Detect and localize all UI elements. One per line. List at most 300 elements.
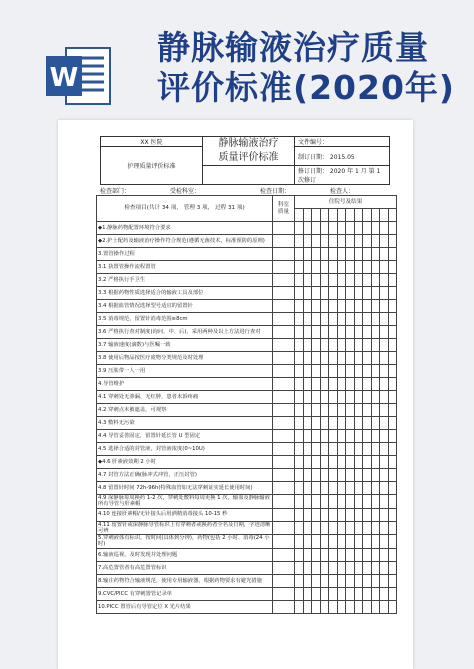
dept-quality-cell[interactable] xyxy=(273,326,295,339)
result-cell[interactable] xyxy=(354,235,363,248)
result-cell[interactable] xyxy=(354,287,363,300)
result-cell[interactable] xyxy=(320,313,329,326)
result-cell[interactable] xyxy=(354,365,363,378)
result-cell[interactable] xyxy=(388,287,397,300)
result-cell[interactable] xyxy=(346,600,355,613)
dept-quality-cell[interactable] xyxy=(273,521,295,535)
result-cell[interactable] xyxy=(354,352,363,365)
result-cell[interactable] xyxy=(371,495,380,509)
result-cell[interactable] xyxy=(380,222,389,235)
result-cell[interactable] xyxy=(363,561,372,574)
result-cell[interactable] xyxy=(354,222,363,235)
result-cell[interactable] xyxy=(388,430,397,443)
result-cell[interactable] xyxy=(346,352,355,365)
result-cell[interactable] xyxy=(295,300,304,313)
result-cell[interactable] xyxy=(312,482,321,495)
result-cell[interactable] xyxy=(337,248,346,261)
result-cell[interactable] xyxy=(303,508,312,521)
dept-quality-cell[interactable] xyxy=(273,274,295,287)
result-cell[interactable] xyxy=(337,587,346,600)
result-cell[interactable] xyxy=(337,508,346,521)
result-cell[interactable] xyxy=(363,600,372,613)
dept-quality-cell[interactable] xyxy=(273,535,295,549)
result-cell[interactable] xyxy=(363,535,372,549)
result-cell[interactable] xyxy=(354,391,363,404)
result-cell[interactable] xyxy=(320,235,329,248)
result-cell[interactable] xyxy=(312,326,321,339)
result-cell[interactable] xyxy=(363,404,372,417)
result-cell[interactable] xyxy=(320,443,329,456)
result-cell[interactable] xyxy=(329,548,338,561)
result-cell[interactable] xyxy=(346,235,355,248)
result-cell[interactable] xyxy=(337,326,346,339)
result-cell[interactable] xyxy=(346,378,355,391)
result-cell[interactable] xyxy=(380,248,389,261)
result-cell[interactable] xyxy=(295,352,304,365)
result-cell[interactable] xyxy=(303,469,312,482)
result-cell[interactable] xyxy=(337,561,346,574)
result-cell[interactable] xyxy=(346,587,355,600)
result-cell[interactable] xyxy=(295,313,304,326)
result-cell[interactable] xyxy=(354,600,363,613)
result-cell[interactable] xyxy=(354,495,363,509)
result-cell[interactable] xyxy=(354,417,363,430)
result-cell[interactable] xyxy=(371,443,380,456)
result-cell[interactable] xyxy=(354,548,363,561)
result-cell[interactable] xyxy=(303,261,312,274)
result-cell[interactable] xyxy=(329,482,338,495)
result-cell[interactable] xyxy=(329,430,338,443)
result-cell[interactable] xyxy=(346,339,355,352)
result-cell[interactable] xyxy=(380,339,389,352)
result-cell[interactable] xyxy=(380,417,389,430)
result-cell[interactable] xyxy=(363,365,372,378)
result-cell[interactable] xyxy=(295,391,304,404)
result-cell[interactable] xyxy=(354,300,363,313)
result-cell[interactable] xyxy=(388,300,397,313)
result-cell[interactable] xyxy=(320,535,329,549)
result-cell[interactable] xyxy=(329,365,338,378)
result-cell[interactable] xyxy=(295,417,304,430)
result-cell[interactable] xyxy=(388,456,397,469)
result-cell[interactable] xyxy=(388,235,397,248)
result-cell[interactable] xyxy=(363,456,372,469)
result-cell[interactable] xyxy=(329,574,338,587)
result-cell[interactable] xyxy=(363,430,372,443)
result-cell[interactable] xyxy=(320,469,329,482)
result-cell[interactable] xyxy=(371,469,380,482)
result-cell[interactable] xyxy=(380,404,389,417)
result-cell[interactable] xyxy=(363,339,372,352)
result-cell[interactable] xyxy=(371,274,380,287)
result-cell[interactable] xyxy=(295,404,304,417)
result-cell[interactable] xyxy=(312,521,321,535)
result-cell[interactable] xyxy=(320,378,329,391)
result-cell[interactable] xyxy=(363,548,372,561)
result-cell[interactable] xyxy=(303,313,312,326)
result-cell[interactable] xyxy=(388,561,397,574)
result-cell[interactable] xyxy=(303,535,312,549)
dept-quality-cell[interactable] xyxy=(273,404,295,417)
result-cell[interactable] xyxy=(354,261,363,274)
dept-quality-cell[interactable] xyxy=(273,378,295,391)
result-cell[interactable] xyxy=(380,430,389,443)
result-cell[interactable] xyxy=(354,274,363,287)
dept-quality-cell[interactable] xyxy=(273,587,295,600)
dept-quality-cell[interactable] xyxy=(273,600,295,613)
result-cell[interactable] xyxy=(329,469,338,482)
result-cell[interactable] xyxy=(380,287,389,300)
result-cell[interactable] xyxy=(295,287,304,300)
result-cell[interactable] xyxy=(363,300,372,313)
result-cell[interactable] xyxy=(320,352,329,365)
result-cell[interactable] xyxy=(337,521,346,535)
result-cell[interactable] xyxy=(337,548,346,561)
result-cell[interactable] xyxy=(329,600,338,613)
result-cell[interactable] xyxy=(337,417,346,430)
result-cell[interactable] xyxy=(388,508,397,521)
result-cell[interactable] xyxy=(295,443,304,456)
result-cell[interactable] xyxy=(371,261,380,274)
result-cell[interactable] xyxy=(295,222,304,235)
result-cell[interactable] xyxy=(312,365,321,378)
result-cell[interactable] xyxy=(346,417,355,430)
result-cell[interactable] xyxy=(371,482,380,495)
result-cell[interactable] xyxy=(363,495,372,509)
result-cell[interactable] xyxy=(354,313,363,326)
result-cell[interactable] xyxy=(363,482,372,495)
dept-quality-cell[interactable] xyxy=(273,548,295,561)
result-cell[interactable] xyxy=(346,521,355,535)
result-cell[interactable] xyxy=(380,495,389,509)
result-cell[interactable] xyxy=(295,508,304,521)
dept-quality-cell[interactable] xyxy=(273,339,295,352)
result-cell[interactable] xyxy=(388,352,397,365)
result-cell[interactable] xyxy=(320,561,329,574)
result-cell[interactable] xyxy=(388,404,397,417)
result-cell[interactable] xyxy=(303,404,312,417)
result-cell[interactable] xyxy=(295,587,304,600)
result-cell[interactable] xyxy=(312,417,321,430)
result-cell[interactable] xyxy=(354,469,363,482)
result-cell[interactable] xyxy=(371,287,380,300)
result-cell[interactable] xyxy=(380,274,389,287)
result-cell[interactable] xyxy=(388,222,397,235)
result-cell[interactable] xyxy=(295,600,304,613)
result-cell[interactable] xyxy=(312,574,321,587)
result-cell[interactable] xyxy=(320,339,329,352)
result-cell[interactable] xyxy=(295,274,304,287)
result-cell[interactable] xyxy=(329,456,338,469)
result-cell[interactable] xyxy=(371,248,380,261)
result-cell[interactable] xyxy=(337,287,346,300)
result-cell[interactable] xyxy=(312,287,321,300)
result-cell[interactable] xyxy=(371,508,380,521)
dept-quality-cell[interactable] xyxy=(273,287,295,300)
dept-quality-cell[interactable] xyxy=(273,456,295,469)
result-cell[interactable] xyxy=(320,261,329,274)
result-cell[interactable] xyxy=(312,469,321,482)
result-cell[interactable] xyxy=(303,495,312,509)
result-cell[interactable] xyxy=(295,248,304,261)
result-cell[interactable] xyxy=(312,495,321,509)
result-cell[interactable] xyxy=(371,339,380,352)
result-cell[interactable] xyxy=(363,469,372,482)
result-cell[interactable] xyxy=(337,365,346,378)
result-cell[interactable] xyxy=(346,274,355,287)
result-cell[interactable] xyxy=(320,482,329,495)
result-cell[interactable] xyxy=(320,287,329,300)
result-cell[interactable] xyxy=(337,274,346,287)
result-cell[interactable] xyxy=(363,326,372,339)
result-cell[interactable] xyxy=(295,261,304,274)
result-cell[interactable] xyxy=(346,365,355,378)
result-cell[interactable] xyxy=(303,352,312,365)
result-cell[interactable] xyxy=(337,235,346,248)
result-cell[interactable] xyxy=(354,574,363,587)
result-cell[interactable] xyxy=(312,300,321,313)
result-cell[interactable] xyxy=(329,287,338,300)
result-cell[interactable] xyxy=(346,508,355,521)
result-cell[interactable] xyxy=(337,378,346,391)
result-cell[interactable] xyxy=(303,482,312,495)
result-cell[interactable] xyxy=(354,561,363,574)
result-cell[interactable] xyxy=(388,535,397,549)
result-cell[interactable] xyxy=(337,482,346,495)
result-cell[interactable] xyxy=(354,521,363,535)
result-cell[interactable] xyxy=(371,587,380,600)
result-cell[interactable] xyxy=(363,574,372,587)
result-cell[interactable] xyxy=(363,313,372,326)
result-cell[interactable] xyxy=(380,508,389,521)
result-cell[interactable] xyxy=(380,261,389,274)
result-cell[interactable] xyxy=(329,404,338,417)
dept-quality-cell[interactable] xyxy=(273,482,295,495)
result-cell[interactable] xyxy=(388,378,397,391)
result-cell[interactable] xyxy=(329,326,338,339)
result-cell[interactable] xyxy=(371,365,380,378)
result-cell[interactable] xyxy=(320,417,329,430)
result-cell[interactable] xyxy=(354,326,363,339)
result-cell[interactable] xyxy=(337,495,346,509)
result-cell[interactable] xyxy=(312,222,321,235)
result-cell[interactable] xyxy=(346,548,355,561)
dept-quality-cell[interactable] xyxy=(273,235,295,248)
result-cell[interactable] xyxy=(295,378,304,391)
result-cell[interactable] xyxy=(371,430,380,443)
result-cell[interactable] xyxy=(388,274,397,287)
result-cell[interactable] xyxy=(388,365,397,378)
result-cell[interactable] xyxy=(337,469,346,482)
result-cell[interactable] xyxy=(337,574,346,587)
result-cell[interactable] xyxy=(312,352,321,365)
result-cell[interactable] xyxy=(363,521,372,535)
result-cell[interactable] xyxy=(303,574,312,587)
result-cell[interactable] xyxy=(380,326,389,339)
result-cell[interactable] xyxy=(371,313,380,326)
result-cell[interactable] xyxy=(371,417,380,430)
result-cell[interactable] xyxy=(371,548,380,561)
result-cell[interactable] xyxy=(363,391,372,404)
result-cell[interactable] xyxy=(312,535,321,549)
result-cell[interactable] xyxy=(388,326,397,339)
result-cell[interactable] xyxy=(320,508,329,521)
result-cell[interactable] xyxy=(320,274,329,287)
result-cell[interactable] xyxy=(354,508,363,521)
result-cell[interactable] xyxy=(320,430,329,443)
result-cell[interactable] xyxy=(371,456,380,469)
result-cell[interactable] xyxy=(380,300,389,313)
result-cell[interactable] xyxy=(363,287,372,300)
result-cell[interactable] xyxy=(320,222,329,235)
result-cell[interactable] xyxy=(320,574,329,587)
result-cell[interactable] xyxy=(329,339,338,352)
result-cell[interactable] xyxy=(312,508,321,521)
result-cell[interactable] xyxy=(346,313,355,326)
result-cell[interactable] xyxy=(329,352,338,365)
result-cell[interactable] xyxy=(354,587,363,600)
result-cell[interactable] xyxy=(329,495,338,509)
result-cell[interactable] xyxy=(312,235,321,248)
result-cell[interactable] xyxy=(303,561,312,574)
result-cell[interactable] xyxy=(346,495,355,509)
result-cell[interactable] xyxy=(388,248,397,261)
result-cell[interactable] xyxy=(337,300,346,313)
result-cell[interactable] xyxy=(346,222,355,235)
result-cell[interactable] xyxy=(346,574,355,587)
result-cell[interactable] xyxy=(303,287,312,300)
result-cell[interactable] xyxy=(363,248,372,261)
dept-quality-cell[interactable] xyxy=(273,391,295,404)
result-cell[interactable] xyxy=(388,339,397,352)
result-cell[interactable] xyxy=(388,313,397,326)
result-cell[interactable] xyxy=(354,248,363,261)
dept-quality-cell[interactable] xyxy=(273,261,295,274)
dept-quality-cell[interactable] xyxy=(273,365,295,378)
result-cell[interactable] xyxy=(303,417,312,430)
result-cell[interactable] xyxy=(329,378,338,391)
result-cell[interactable] xyxy=(295,495,304,509)
result-cell[interactable] xyxy=(354,456,363,469)
result-cell[interactable] xyxy=(346,404,355,417)
result-cell[interactable] xyxy=(371,326,380,339)
result-cell[interactable] xyxy=(337,443,346,456)
result-cell[interactable] xyxy=(363,378,372,391)
result-cell[interactable] xyxy=(303,222,312,235)
result-cell[interactable] xyxy=(346,287,355,300)
result-cell[interactable] xyxy=(380,235,389,248)
result-cell[interactable] xyxy=(295,535,304,549)
result-cell[interactable] xyxy=(354,339,363,352)
result-cell[interactable] xyxy=(320,587,329,600)
result-cell[interactable] xyxy=(371,222,380,235)
result-cell[interactable] xyxy=(363,235,372,248)
result-cell[interactable] xyxy=(303,391,312,404)
result-cell[interactable] xyxy=(354,443,363,456)
result-cell[interactable] xyxy=(312,404,321,417)
result-cell[interactable] xyxy=(329,561,338,574)
result-cell[interactable] xyxy=(303,300,312,313)
result-cell[interactable] xyxy=(329,261,338,274)
result-cell[interactable] xyxy=(329,521,338,535)
result-cell[interactable] xyxy=(312,430,321,443)
result-cell[interactable] xyxy=(363,443,372,456)
result-cell[interactable] xyxy=(320,600,329,613)
result-cell[interactable] xyxy=(371,391,380,404)
result-cell[interactable] xyxy=(303,443,312,456)
result-cell[interactable] xyxy=(346,326,355,339)
result-cell[interactable] xyxy=(320,300,329,313)
result-cell[interactable] xyxy=(329,417,338,430)
result-cell[interactable] xyxy=(371,521,380,535)
result-cell[interactable] xyxy=(388,443,397,456)
dept-quality-cell[interactable] xyxy=(273,352,295,365)
result-cell[interactable] xyxy=(303,600,312,613)
result-cell[interactable] xyxy=(388,574,397,587)
result-cell[interactable] xyxy=(371,535,380,549)
result-cell[interactable] xyxy=(329,248,338,261)
result-cell[interactable] xyxy=(388,482,397,495)
result-cell[interactable] xyxy=(320,495,329,509)
result-cell[interactable] xyxy=(380,352,389,365)
result-cell[interactable] xyxy=(312,248,321,261)
result-cell[interactable] xyxy=(312,561,321,574)
dept-quality-cell[interactable] xyxy=(273,313,295,326)
result-cell[interactable] xyxy=(303,521,312,535)
result-cell[interactable] xyxy=(295,456,304,469)
result-cell[interactable] xyxy=(380,456,389,469)
result-cell[interactable] xyxy=(388,600,397,613)
result-cell[interactable] xyxy=(337,339,346,352)
result-cell[interactable] xyxy=(363,587,372,600)
result-cell[interactable] xyxy=(312,600,321,613)
result-cell[interactable] xyxy=(388,521,397,535)
result-cell[interactable] xyxy=(380,391,389,404)
result-cell[interactable] xyxy=(303,365,312,378)
result-cell[interactable] xyxy=(295,561,304,574)
dept-quality-cell[interactable] xyxy=(273,443,295,456)
result-cell[interactable] xyxy=(320,391,329,404)
result-cell[interactable] xyxy=(295,482,304,495)
result-cell[interactable] xyxy=(312,548,321,561)
result-cell[interactable] xyxy=(303,339,312,352)
result-cell[interactable] xyxy=(371,352,380,365)
result-cell[interactable] xyxy=(329,535,338,549)
result-cell[interactable] xyxy=(380,313,389,326)
result-cell[interactable] xyxy=(388,548,397,561)
result-cell[interactable] xyxy=(380,521,389,535)
result-cell[interactable] xyxy=(346,482,355,495)
result-cell[interactable] xyxy=(320,326,329,339)
result-cell[interactable] xyxy=(388,495,397,509)
result-cell[interactable] xyxy=(371,235,380,248)
result-cell[interactable] xyxy=(346,535,355,549)
result-cell[interactable] xyxy=(388,261,397,274)
result-cell[interactable] xyxy=(320,365,329,378)
result-cell[interactable] xyxy=(346,261,355,274)
result-cell[interactable] xyxy=(380,482,389,495)
result-cell[interactable] xyxy=(346,456,355,469)
result-cell[interactable] xyxy=(354,535,363,549)
result-cell[interactable] xyxy=(303,456,312,469)
result-cell[interactable] xyxy=(380,535,389,549)
result-cell[interactable] xyxy=(295,548,304,561)
dept-quality-cell[interactable] xyxy=(273,248,295,261)
result-cell[interactable] xyxy=(354,404,363,417)
result-cell[interactable] xyxy=(312,313,321,326)
result-cell[interactable] xyxy=(320,248,329,261)
result-cell[interactable] xyxy=(329,443,338,456)
